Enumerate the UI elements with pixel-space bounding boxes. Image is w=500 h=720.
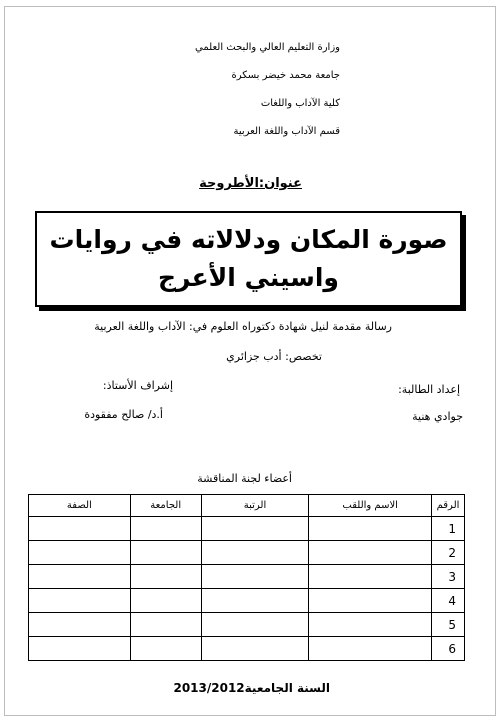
table-row	[29, 589, 465, 613]
thesis-title-line-1: صورة المكان ودلالاته في روايات	[49, 225, 448, 254]
table-cell	[201, 517, 309, 541]
committee-table	[28, 494, 465, 661]
specialization: تخصص: أدب جزائري	[226, 350, 322, 363]
table-row	[29, 613, 465, 637]
department-name: قسم الآداب واللغة العربية	[233, 126, 340, 137]
table-cell	[309, 589, 432, 613]
student-name: جوادي هنية	[412, 410, 463, 423]
table-cell	[309, 541, 432, 565]
prepared-by-label: إعداد الطالبة:	[398, 383, 460, 396]
row-number: 5	[432, 613, 465, 637]
supervisor-name: أ.د/ صالح مفقودة	[84, 408, 163, 421]
row-number: 6	[432, 637, 465, 661]
column-header-name: الاسم واللقب	[309, 495, 432, 517]
column-header-rank: الرتبة	[201, 495, 309, 517]
academic-year: السنة الجامعية2013/2012	[173, 681, 330, 695]
table-cell	[29, 589, 131, 613]
university-name: جامعة محمد خيضر بسكرة	[231, 70, 340, 81]
table-cell	[29, 565, 131, 589]
table-cell	[309, 637, 432, 661]
table-row	[29, 541, 465, 565]
table-cell	[201, 565, 309, 589]
table-cell	[130, 637, 201, 661]
table-cell	[130, 565, 201, 589]
column-header-university: الجامعة	[130, 495, 201, 517]
table-cell	[130, 517, 201, 541]
committee-table-header	[29, 495, 465, 517]
thesis-note: رسالة مقدمة لنيل شهادة دكتوراه العلوم في: الآداب واللغة العربية	[94, 320, 392, 333]
row-number: 3	[432, 565, 465, 589]
table-cell	[309, 517, 432, 541]
table-cell	[201, 637, 309, 661]
thesis-subject-label: عنوان:الأطروحة	[199, 176, 302, 191]
table-cell	[29, 541, 131, 565]
supervisor-label: إشراف الأستاذ:	[102, 379, 173, 392]
table-cell	[130, 589, 201, 613]
thesis-title-box	[35, 211, 462, 307]
ministry-name: وزارة التعليم العالي والبحث العلمي	[195, 42, 340, 53]
table-cell	[130, 541, 201, 565]
column-header-number: الرقم	[432, 495, 465, 517]
committee-title: أعضاء لجنة المناقشة	[197, 472, 292, 485]
row-number: 1	[432, 517, 465, 541]
table-cell	[29, 517, 131, 541]
table-row	[29, 517, 465, 541]
table-cell	[201, 541, 309, 565]
column-header-role: الصفة	[29, 495, 131, 517]
table-cell	[309, 613, 432, 637]
table-cell	[29, 637, 131, 661]
table-row	[29, 637, 465, 661]
table-cell	[309, 565, 432, 589]
table-row	[29, 565, 465, 589]
table-cell	[201, 589, 309, 613]
faculty-name: كلية الآداب واللغات	[260, 98, 340, 109]
table-cell	[130, 613, 201, 637]
row-number: 4	[432, 589, 465, 613]
table-cell	[29, 613, 131, 637]
thesis-title-line-2: واسيني الأعرج	[158, 263, 339, 292]
row-number: 2	[432, 541, 465, 565]
table-cell	[201, 613, 309, 637]
